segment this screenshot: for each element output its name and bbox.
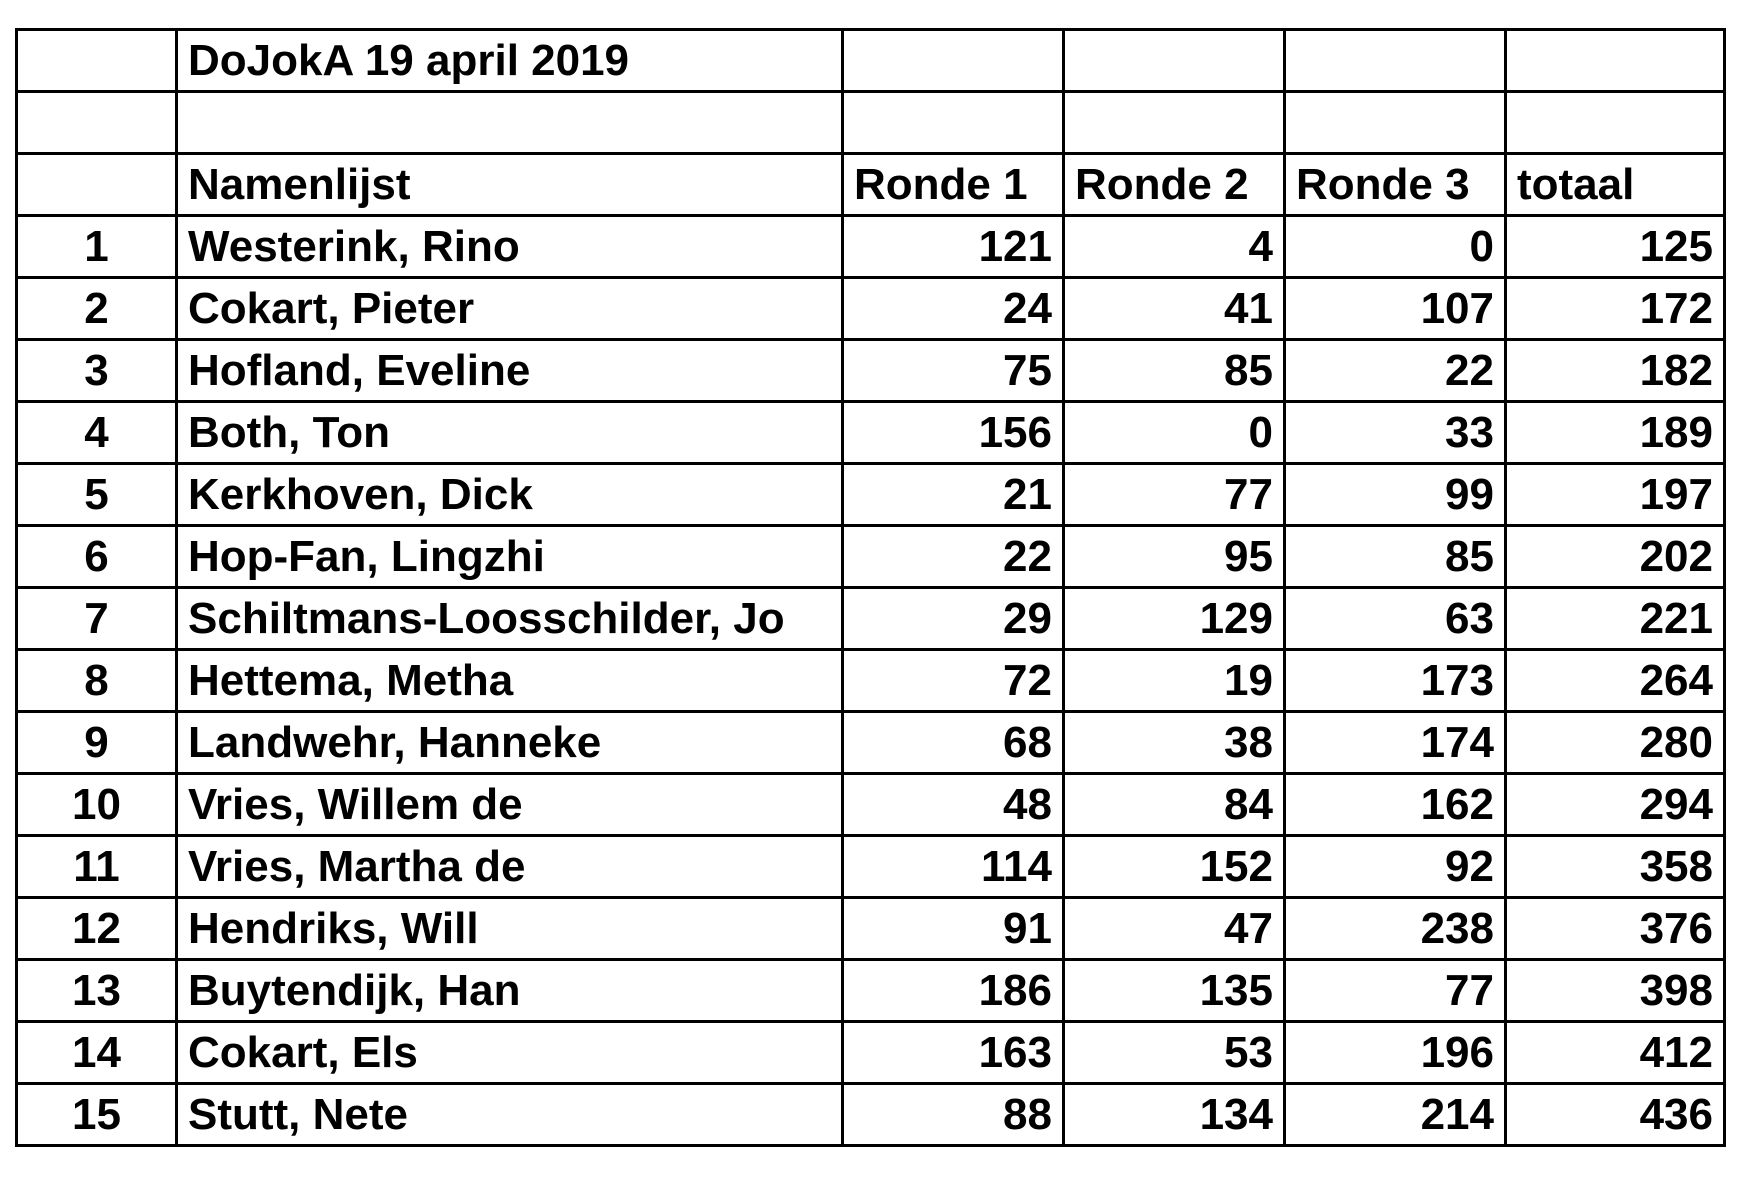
- cell-round3: 238: [1285, 898, 1506, 960]
- cell-rank: 2: [17, 278, 177, 340]
- cell-rank: 8: [17, 650, 177, 712]
- cell-total: 264: [1506, 650, 1725, 712]
- cell-total: 436: [1506, 1084, 1725, 1146]
- cell-round1: 29: [843, 588, 1064, 650]
- empty-cell: [17, 154, 177, 216]
- empty-cell: [1506, 92, 1725, 154]
- cell-rank: 1: [17, 216, 177, 278]
- header-total: totaal: [1506, 154, 1725, 216]
- table-row: [17, 836, 1725, 898]
- cell-round1: 88: [843, 1084, 1064, 1146]
- cell-name: Schiltmans-Loosschilder, Jo: [177, 588, 843, 650]
- cell-name: Kerkhoven, Dick: [177, 464, 843, 526]
- cell-rank: 12: [17, 898, 177, 960]
- sheet-title: DoJokA 19 april 2019: [177, 30, 843, 92]
- cell-name: Westerink, Rino: [177, 216, 843, 278]
- cell-round3: 63: [1285, 588, 1506, 650]
- cell-total: 376: [1506, 898, 1725, 960]
- cell-name: Stutt, Nete: [177, 1084, 843, 1146]
- cell-round2: 152: [1064, 836, 1285, 898]
- cell-name: Both, Ton: [177, 402, 843, 464]
- cell-round1: 156: [843, 402, 1064, 464]
- cell-total: 294: [1506, 774, 1725, 836]
- table-row: [17, 464, 1725, 526]
- cell-name: Hendriks, Will: [177, 898, 843, 960]
- cell-name: Hop-Fan, Lingzhi: [177, 526, 843, 588]
- cell-name: Hettema, Metha: [177, 650, 843, 712]
- cell-round1: 114: [843, 836, 1064, 898]
- empty-cell: [843, 30, 1064, 92]
- cell-round1: 91: [843, 898, 1064, 960]
- table-row: [17, 774, 1725, 836]
- cell-round2: 134: [1064, 1084, 1285, 1146]
- table-row: [17, 278, 1725, 340]
- cell-round3: 0: [1285, 216, 1506, 278]
- cell-round1: 186: [843, 960, 1064, 1022]
- cell-round2: 47: [1064, 898, 1285, 960]
- cell-rank: 3: [17, 340, 177, 402]
- cell-round2: 0: [1064, 402, 1285, 464]
- empty-cell: [17, 30, 177, 92]
- empty-cell: [1064, 30, 1285, 92]
- cell-total: 197: [1506, 464, 1725, 526]
- cell-round2: 53: [1064, 1022, 1285, 1084]
- cell-round1: 68: [843, 712, 1064, 774]
- cell-round2: 85: [1064, 340, 1285, 402]
- results-table: [15, 28, 1726, 1147]
- cell-total: 172: [1506, 278, 1725, 340]
- table-row: [17, 402, 1725, 464]
- table-row: [17, 650, 1725, 712]
- table-row: [17, 588, 1725, 650]
- cell-total: 280: [1506, 712, 1725, 774]
- cell-round3: 77: [1285, 960, 1506, 1022]
- cell-round3: 196: [1285, 1022, 1506, 1084]
- cell-round3: 92: [1285, 836, 1506, 898]
- cell-round2: 135: [1064, 960, 1285, 1022]
- empty-cell: [1064, 92, 1285, 154]
- header-round1: Ronde 1: [843, 154, 1064, 216]
- empty-cell: [1506, 30, 1725, 92]
- header-round3: Ronde 3: [1285, 154, 1506, 216]
- cell-round3: 214: [1285, 1084, 1506, 1146]
- cell-total: 189: [1506, 402, 1725, 464]
- cell-total: 358: [1506, 836, 1725, 898]
- cell-round2: 84: [1064, 774, 1285, 836]
- cell-round1: 121: [843, 216, 1064, 278]
- cell-total: 182: [1506, 340, 1725, 402]
- cell-rank: 10: [17, 774, 177, 836]
- cell-rank: 4: [17, 402, 177, 464]
- cell-name: Vries, Willem de: [177, 774, 843, 836]
- table-row: [17, 1022, 1725, 1084]
- cell-round1: 22: [843, 526, 1064, 588]
- cell-round3: 33: [1285, 402, 1506, 464]
- table-row: [17, 216, 1725, 278]
- cell-round1: 21: [843, 464, 1064, 526]
- cell-round3: 174: [1285, 712, 1506, 774]
- cell-round3: 107: [1285, 278, 1506, 340]
- cell-total: 412: [1506, 1022, 1725, 1084]
- empty-cell: [177, 92, 843, 154]
- cell-total: 202: [1506, 526, 1725, 588]
- table-row: [17, 526, 1725, 588]
- empty-cell: [17, 92, 177, 154]
- cell-rank: 6: [17, 526, 177, 588]
- table-row: [17, 340, 1725, 402]
- cell-round2: 77: [1064, 464, 1285, 526]
- cell-rank: 15: [17, 1084, 177, 1146]
- cell-round2: 4: [1064, 216, 1285, 278]
- cell-round1: 75: [843, 340, 1064, 402]
- empty-cell: [1285, 30, 1506, 92]
- cell-round2: 41: [1064, 278, 1285, 340]
- table-row: [17, 960, 1725, 1022]
- cell-rank: 14: [17, 1022, 177, 1084]
- cell-rank: 11: [17, 836, 177, 898]
- cell-rank: 13: [17, 960, 177, 1022]
- cell-round1: 72: [843, 650, 1064, 712]
- cell-round1: 163: [843, 1022, 1064, 1084]
- header-round2: Ronde 2: [1064, 154, 1285, 216]
- table-row: [17, 1084, 1725, 1146]
- cell-round1: 48: [843, 774, 1064, 836]
- cell-total: 398: [1506, 960, 1725, 1022]
- cell-name: Cokart, Els: [177, 1022, 843, 1084]
- cell-round3: 85: [1285, 526, 1506, 588]
- cell-round2: 95: [1064, 526, 1285, 588]
- cell-round3: 22: [1285, 340, 1506, 402]
- cell-name: Landwehr, Hanneke: [177, 712, 843, 774]
- cell-round2: 19: [1064, 650, 1285, 712]
- cell-round2: 38: [1064, 712, 1285, 774]
- header-row: [17, 154, 1725, 216]
- blank-row: [17, 92, 1725, 154]
- table-row: [17, 712, 1725, 774]
- cell-name: Vries, Martha de: [177, 836, 843, 898]
- cell-name: Cokart, Pieter: [177, 278, 843, 340]
- cell-round2: 129: [1064, 588, 1285, 650]
- cell-name: Hofland, Eveline: [177, 340, 843, 402]
- cell-rank: 9: [17, 712, 177, 774]
- cell-round3: 173: [1285, 650, 1506, 712]
- cell-round3: 162: [1285, 774, 1506, 836]
- cell-rank: 7: [17, 588, 177, 650]
- cell-rank: 5: [17, 464, 177, 526]
- table-row: [17, 898, 1725, 960]
- title-row: [17, 30, 1725, 92]
- cell-round3: 99: [1285, 464, 1506, 526]
- cell-total: 221: [1506, 588, 1725, 650]
- cell-total: 125: [1506, 216, 1725, 278]
- cell-name: Buytendijk, Han: [177, 960, 843, 1022]
- header-name: Namenlijst: [177, 154, 843, 216]
- results-table-body: [17, 30, 1725, 1146]
- empty-cell: [843, 92, 1064, 154]
- cell-round1: 24: [843, 278, 1064, 340]
- empty-cell: [1285, 92, 1506, 154]
